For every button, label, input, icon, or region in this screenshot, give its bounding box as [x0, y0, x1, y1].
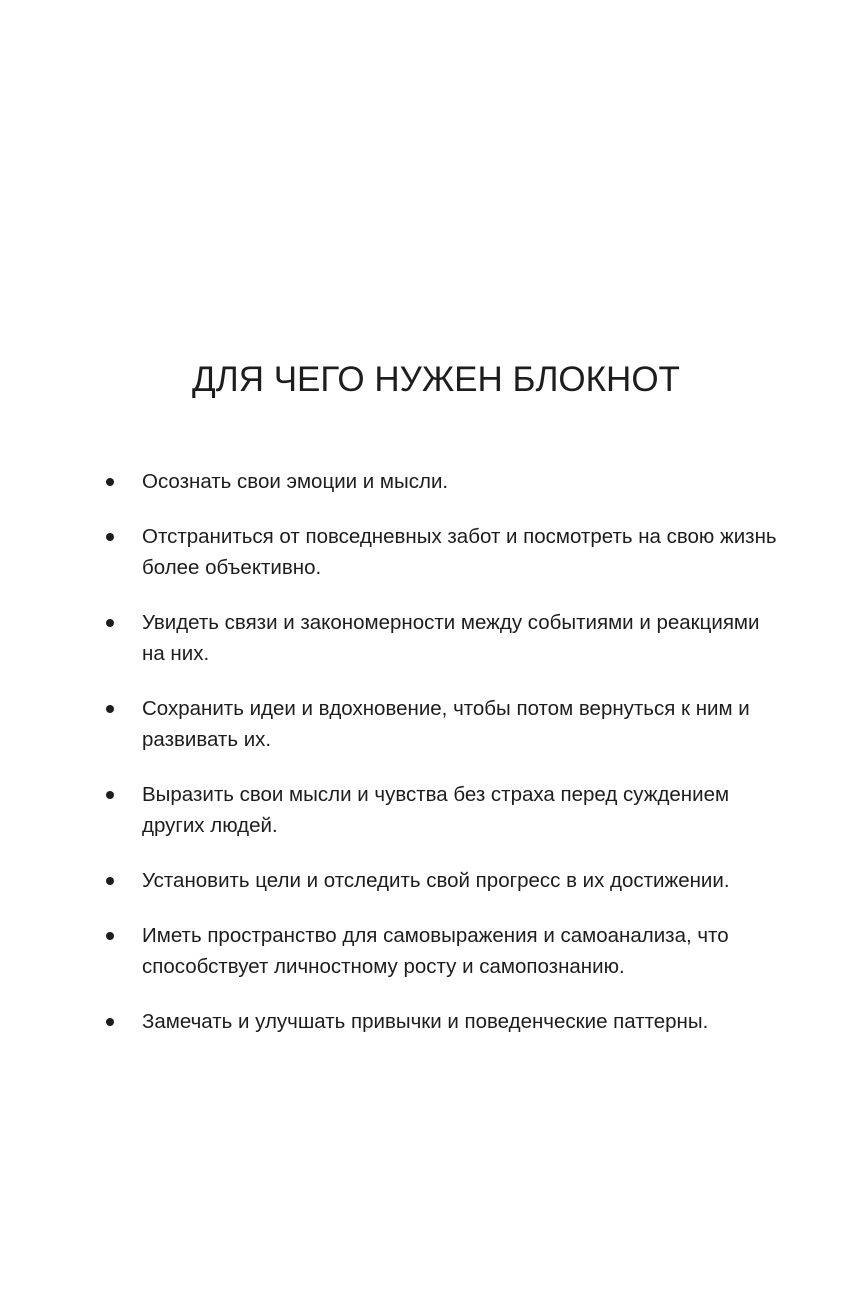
list-item: [104, 693, 784, 755]
list-item-text: Отстраниться от повседневных забот и посмотреть на свою жизнь более объективно.: [142, 525, 777, 579]
list-item-text: Сохранить идеи и вдохновение, чтобы потом вернуться к ним и развивать их.: [142, 697, 750, 751]
bullet-icon: [106, 1018, 114, 1026]
list-item-text: Увидеть связи и закономерности между событиями и реакциями на них.: [142, 611, 760, 665]
list-item: [104, 607, 784, 669]
bullet-icon: [106, 478, 114, 486]
page-title: ДЛЯ ЧЕГО НУЖЕН БЛОКНОТ: [192, 360, 680, 399]
list-item-text: Осознать свои эмоции и мысли.: [142, 470, 449, 493]
list-item: [104, 466, 784, 497]
bullet-icon: [106, 619, 114, 627]
bullet-icon: [106, 533, 114, 541]
list-item: [104, 779, 784, 841]
list-item-text: Выразить свои мысли и чувства без страха перед суждением других людей.: [142, 783, 730, 837]
list-item: [104, 1006, 784, 1037]
list-item: [104, 865, 784, 896]
bullet-icon: [106, 932, 114, 940]
list-item: [104, 920, 784, 982]
bullet-icon: [106, 791, 114, 799]
list-item-text: Установить цели и отследить свой прогресс в их достижении.: [142, 869, 730, 892]
bullet-icon: [106, 877, 114, 885]
bullet-list: [104, 466, 784, 1061]
list-item-text: Иметь пространство для самовыражения и самоанализа, что способствует личностному росту и самопознанию.: [142, 924, 729, 978]
list-item: [104, 521, 784, 583]
bullet-icon: [106, 705, 114, 713]
list-item-text: Замечать и улучшать привычки и поведенческие паттерны.: [142, 1010, 709, 1033]
